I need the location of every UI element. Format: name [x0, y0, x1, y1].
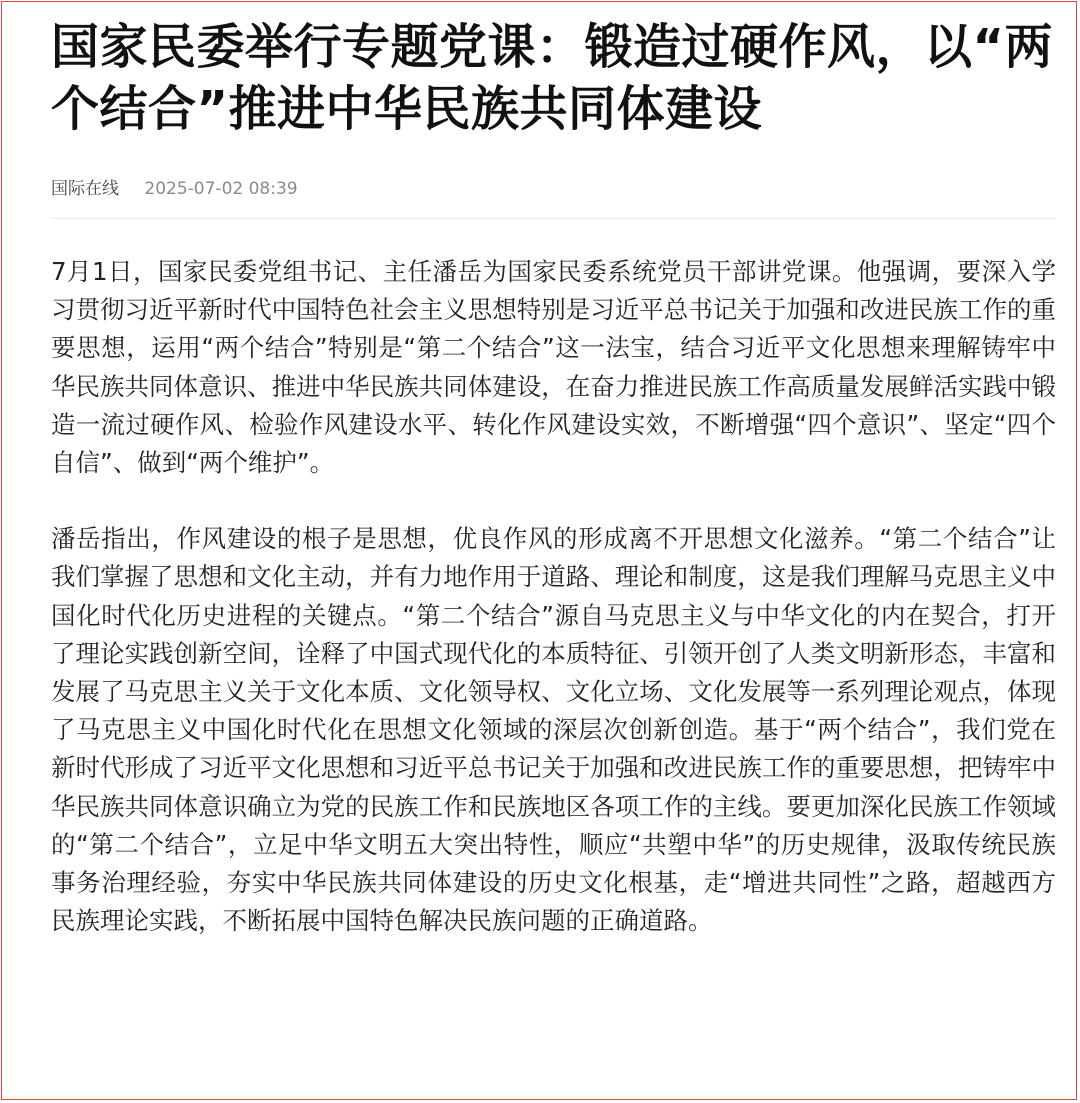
meta-divider [51, 218, 1056, 219]
article-meta [51, 178, 1056, 200]
article-source[interactable]: 国际在线 [51, 179, 119, 199]
article-paragraph-1: 7月1日，国家民委党组书记、主任潘岳为国家民委系统党员干部讲党课。他强调，要深入学习贯彻习近平新时代中国特色社会主义思想特别是习近平总书记关于加强和改进民族工作的重要思想，运用“两个结合”特别是“第二个结合”这一法宝，结合习近平文化思想来理解铸牢中华民族共同体意识、推进中华民族共同体建设，在奋力推进民族工作高质量发展鲜活实践中锻造一流过硬作风、检验作风建设水平、转化作风建设实效，不断增强“四个意识”、坚定“四个自信”、做到“两个维护”。 [51, 257, 1056, 478]
article-timestamp: 2025-07-02 08:39 [144, 179, 298, 199]
article-title: 国家民委举行专题党课：锻造过硬作风，以“两个结合”推进中华民族共同体建设 [51, 19, 1054, 137]
article-paragraph-2: 潘岳指出，作风建设的根子是思想，优良作风的形成离不开思想文化滋养。“第二个结合”让我们掌握了思想和文化主动，并有力地作用于道路、理论和制度，这是我们理解马克思主义中国化时代化历史进程的关键点。“第二个结合”源自马克思主义与中华文化的内在契合，打开了理论实践创新空间，诠释了中国式现代化的本质特征、引领开创了人类文明新形态，丰富和发展了马克思主义关于文化本质、文化领导权、文化立场、文化发展等一系列理论观点，体现了马克思主义中国化时代化在思想文化领域的深层次创新创造。基于“两个结合”，我们党在新时代形成了习近平文化思想和习近平总书记关于加强和改进民族工作的重要思想，把铸牢中华民族共同体意识确立为党的民族工作和民族地区各项工作的主线。要更加深化民族工作领域的“第二个结合”，立足中华文明五大突出特性，顺应“共塑中华”的历史规律，汲取传统民族事务治理经验，夯实中华民族共同体建设的历史文化根基，走“增进共同性”之路，超越西方民族理论实践，不断拓展中国特色解决民族问题的正确道路。 [51, 524, 1056, 936]
article [51, 16, 1056, 940]
article-frame [1, 1, 1077, 1100]
